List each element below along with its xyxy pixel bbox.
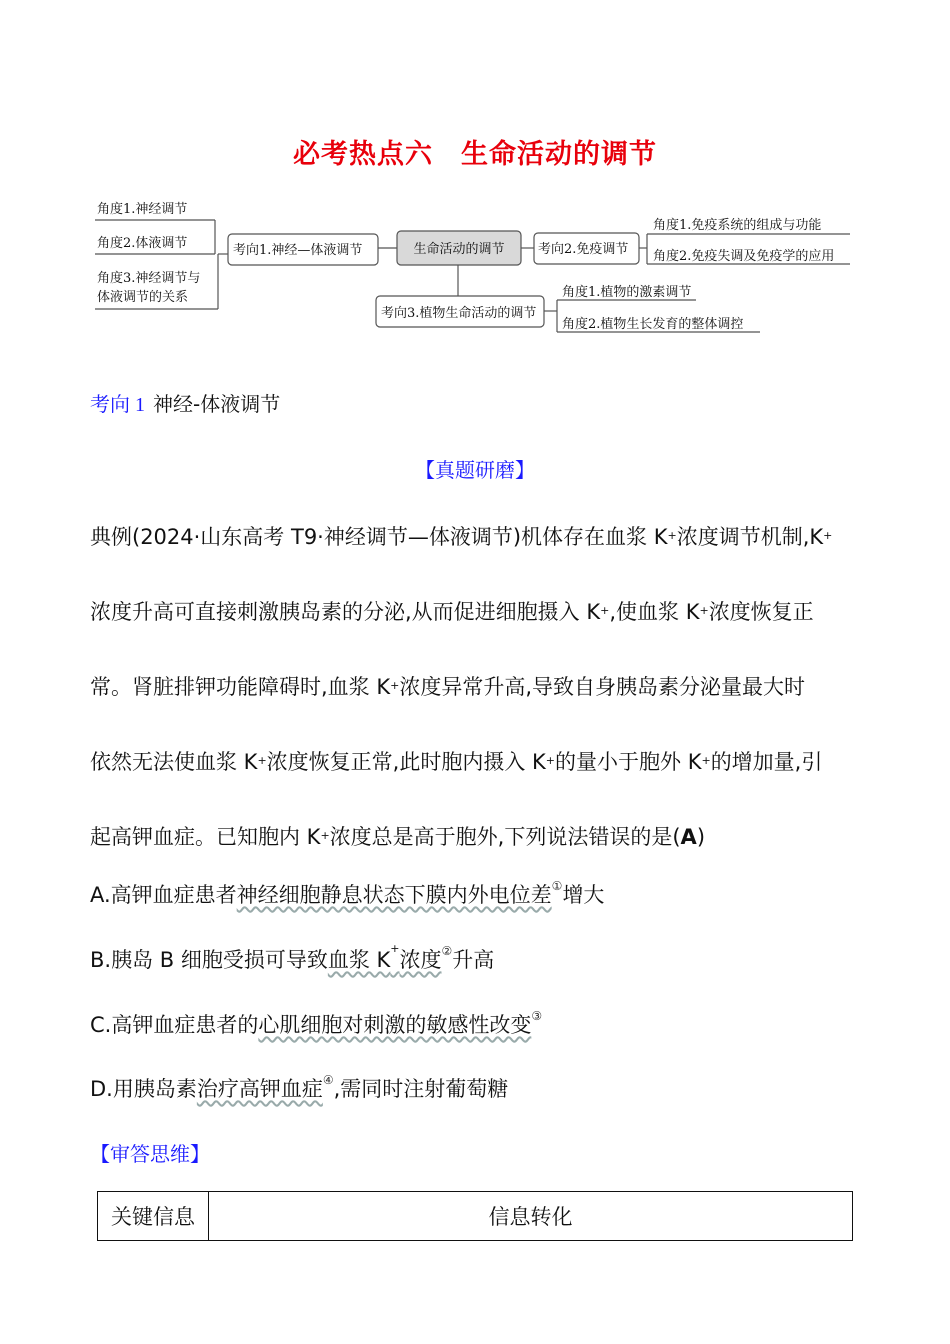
t3-angle-1: 角度1.植物的激素调节 — [562, 285, 692, 300]
option-c[interactable]: C.高钾血症患者的心肌细胞对刺激的敏感性改变③ — [90, 1009, 543, 1037]
title-part1: 必考热点六 — [293, 139, 433, 170]
option-d[interactable]: D.用胰岛素治疗高钾血症④,需同时注射葡萄糖 — [90, 1073, 509, 1101]
section-name: 神经-体液调节 — [153, 392, 281, 416]
header-key-info: 关键信息 — [98, 1192, 209, 1241]
t2-angle-2: 角度2.免疫失调及免疫学的应用 — [653, 249, 835, 264]
section-number: 考向 1 — [90, 394, 145, 416]
topic-1: 考向1.神经—体液调节 — [233, 243, 363, 258]
mind-map — [90, 196, 860, 341]
answer: A — [680, 825, 697, 849]
header-info-transform: 信息转化 — [209, 1192, 853, 1241]
title-part2: 生命活动的调节 — [461, 139, 657, 170]
page-title — [0, 132, 950, 171]
center-node: 生命活动的调节 — [413, 242, 505, 257]
t3-angle-2: 角度2.植物生长发育的整体调控 — [562, 317, 744, 332]
t1-angle-3a: 角度3.神经调节与 — [97, 271, 201, 286]
table-row — [98, 1192, 853, 1241]
option-a[interactable]: A.高钾血症患者神经细胞静息状态下膜内外电位差①增大 — [90, 879, 605, 907]
t1-angle-2: 角度2.体液调节 — [97, 236, 188, 251]
question-stem: 典例(2024·山东高考 T9·神经调节—体液调节)机体存在血浆 K+浓度调节机制,K+ 浓度升高可直接刺激胰岛素的分泌,从而促进细胞摄入 K+,使血浆 K+浓度恢复正 常。肾脏排钾功能障碍时,血浆 K+浓度异常升高,导致自身胰岛素分泌量最大时 依然无法使血浆 K+浓度恢复正常,此时胞内摄入 K+的量小于胞外 K+的增加量,引 起高钾血症。已知胞内 K+浓度总是高于胞外,下列说法错误的是(A) — [90, 525, 833, 849]
section-heading — [90, 388, 280, 417]
t1-angle-3b: 体液调节的关系 — [97, 290, 189, 305]
info-table — [97, 1191, 853, 1241]
topic-2: 考向2.免疫调节 — [538, 242, 629, 257]
topic-3: 考向3.植物生命活动的调节 — [381, 306, 537, 321]
thinking-heading: 【审答思维】 — [90, 1142, 210, 1166]
option-b[interactable]: B.胰岛 B 细胞受损可导致血浆 K+浓度②升高 — [90, 942, 495, 972]
t1-angle-1: 角度1.神经调节 — [97, 202, 188, 217]
real-exam-heading: 【真题研磨】 — [415, 458, 535, 482]
t2-angle-1: 角度1.免疫系统的组成与功能 — [653, 218, 822, 233]
